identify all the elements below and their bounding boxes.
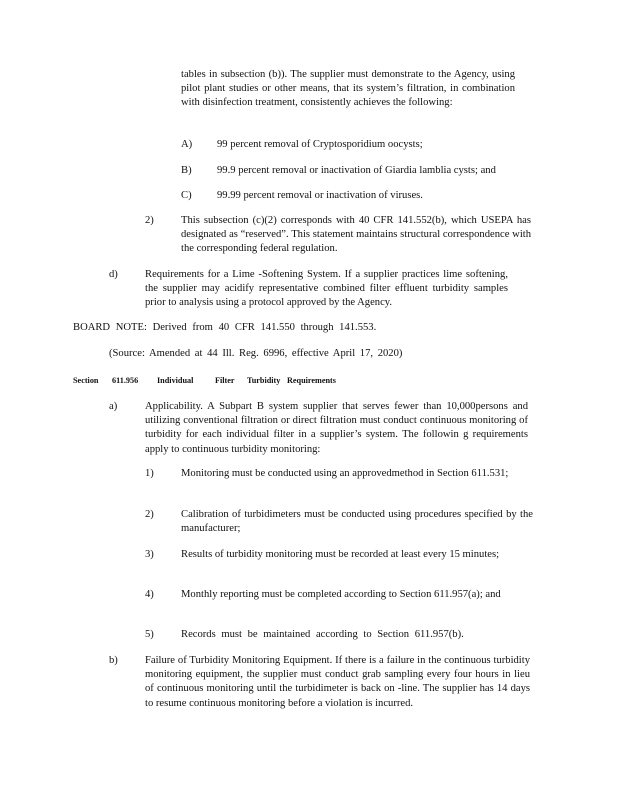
item-b-text: Failure of Turbidity Monitoring Equipment. If there is a failure in the continuous turbidity monitoring equipment, the supplier must conduct grab sampling every four hours in lieu of continuous monitoring until the turbidimeter is back on -line. The supplier has 14 days to resume continuous monitoring before a violation is incurred.	[145, 655, 530, 709]
requirement-text: Monitoring must be conducted using an approvedmethod in Section 611.531;	[181, 468, 509, 479]
section-title-word: Individual	[157, 376, 194, 385]
item-d-label: d)	[109, 269, 118, 280]
item-c-upper-label: C)	[181, 190, 192, 201]
continuation-paragraph: tables in subsection (b)). The supplier must demonstrate to the Agency, using pilot plant studies or other means, that its system’s filtration, in combination with disinfection treatment, consistently achieves the following:	[181, 69, 515, 109]
section-title-word: Turbidity	[247, 376, 281, 385]
requirement-text: Calibration of turbidimeters must be conducted using procedures specified by the manufacturer;	[181, 509, 533, 535]
section-prefix: Section	[73, 376, 99, 385]
requirement-label: 3)	[145, 549, 154, 560]
requirement-text: Monthly reporting must be completed according to Section 611.957(a); and	[181, 589, 501, 600]
requirement-label: 2)	[145, 509, 154, 520]
item-b-upper-text: 99.9 percent removal or inactivation of Giardia lamblia cysts; and	[217, 165, 496, 176]
item-a-label: a)	[109, 401, 118, 412]
requirement-label: 5)	[145, 629, 154, 640]
item-b-label: b)	[109, 655, 118, 666]
item-2-label: 2)	[145, 215, 154, 226]
requirement-label: 4)	[145, 589, 154, 600]
item-d-text: Requirements for a Lime -Softening System. If a supplier practices lime softening, the supplier may acidify representative combined filter effluent turbidity samples prior to analysis using a protocol approved by the Agency.	[145, 269, 508, 309]
source-note: (Source: Amended at 44 Ill. Reg. 6996, effective April 17, 2020)	[109, 348, 403, 359]
item-b-upper-label: B)	[181, 165, 192, 176]
item-a-text: Applicability. A Subpart B system supplier that serves fewer than 10,000persons and utilizing conventional filtration or direct filtration must conduct continuous monitoring of turbidity for each individual filter in a supplier’s system. The followin g requirements apply to continuous turbidity monitoring:	[145, 401, 528, 455]
requirement-text: Results of turbidity monitoring must be recorded at least every 15 minutes;	[181, 549, 500, 560]
item-2-text: This subsection (c)(2) corresponds with 40 CFR 141.552(b), which USEPA has designated as “reserved”. This statement maintains structural correspondence with the corresponding federal regulation.	[181, 215, 531, 255]
board-note: BOARD NOTE: Derived from 40 CFR 141.550 through 141.553.	[73, 322, 377, 333]
item-a-upper-text: 99 percent removal of Cryptosporidium oocysts;	[217, 139, 423, 150]
item-c-upper-text: 99.99 percent removal or inactivation of viruses.	[217, 190, 423, 201]
requirement-label: 1)	[145, 468, 154, 479]
section-number: 611.956	[112, 376, 139, 385]
requirement-text: Records must be maintained according to Section 611.957(b).	[181, 629, 464, 640]
section-title-word: Filter	[215, 376, 235, 385]
section-title-word: Requirements	[287, 376, 336, 385]
item-a-upper-label: A)	[181, 139, 193, 150]
